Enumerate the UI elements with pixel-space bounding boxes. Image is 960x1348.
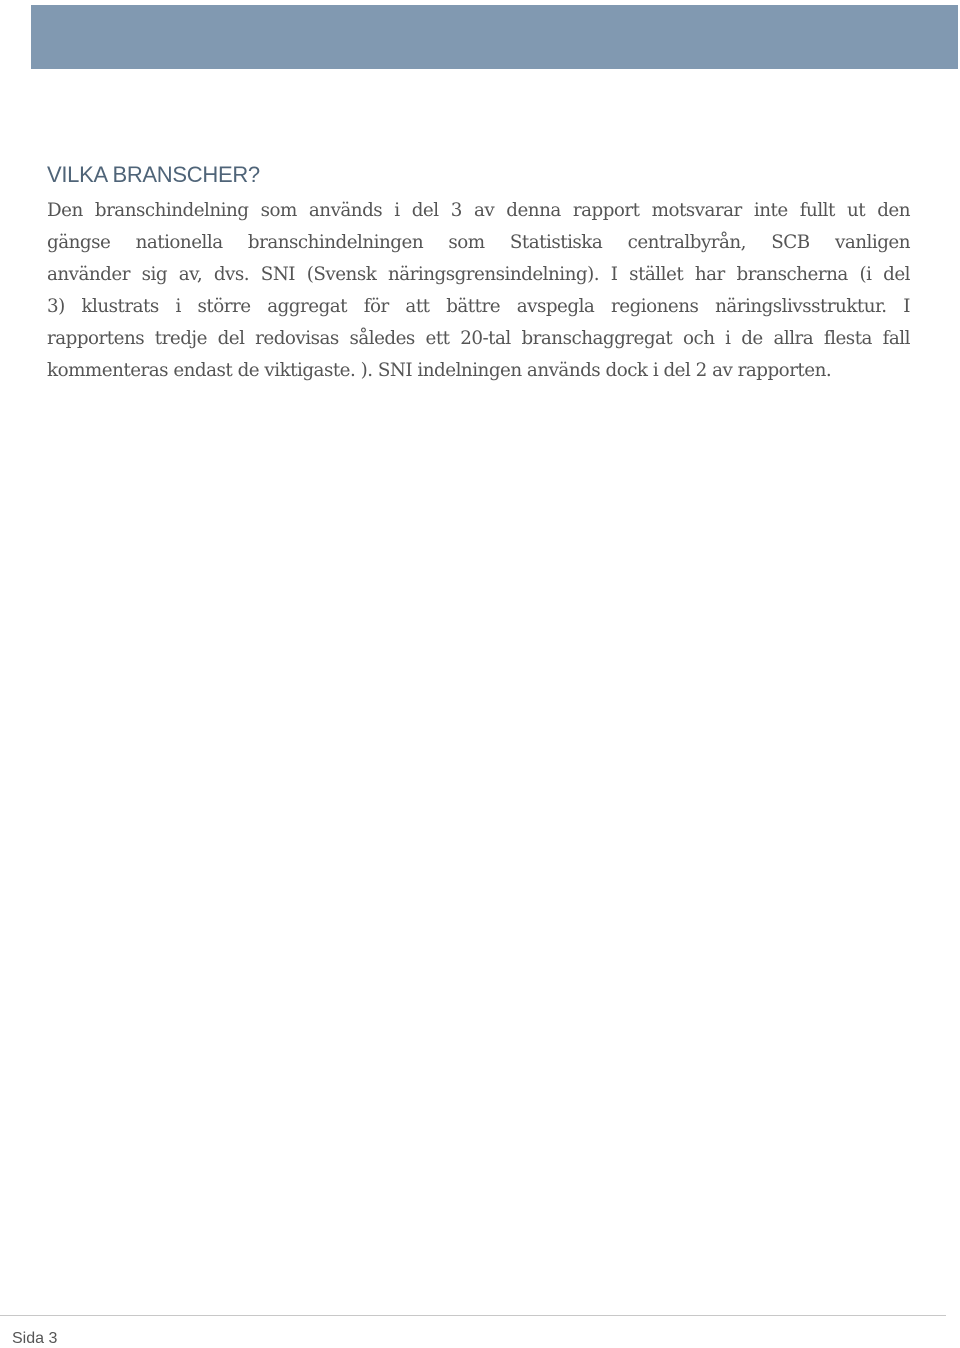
page-number: Sida 3 [12,1330,58,1347]
paragraph-line: använder sig av, dvs. SNI (Svensk näringsgrensindelning). I stället har branscherna (i del [47,264,910,285]
paragraph-line: 3) klustrats i större aggregat för att bättre avspegla regionens näringslivsstruktur. I [47,296,910,317]
paragraph-line: Den branschindelning som används i del 3 av denna rapport motsvarar inte fullt ut den [47,200,910,221]
section-heading: VILKA BRANSCHER? [47,162,260,187]
body-paragraph [47,195,910,387]
paragraph-line: gängse nationella branschindelningen som Statistiska centralbyrån, SCB vanligen [47,232,910,253]
header-bar [31,5,958,69]
paragraph-line: rapportens tredje del redovisas således ett 20-tal branschaggregat och i de allra flesta fall [47,328,910,349]
footer-divider [0,1315,946,1316]
paragraph-line: kommenteras endast de viktigaste. ). SNI indelningen används dock i del 2 av rapporten. [47,360,832,381]
